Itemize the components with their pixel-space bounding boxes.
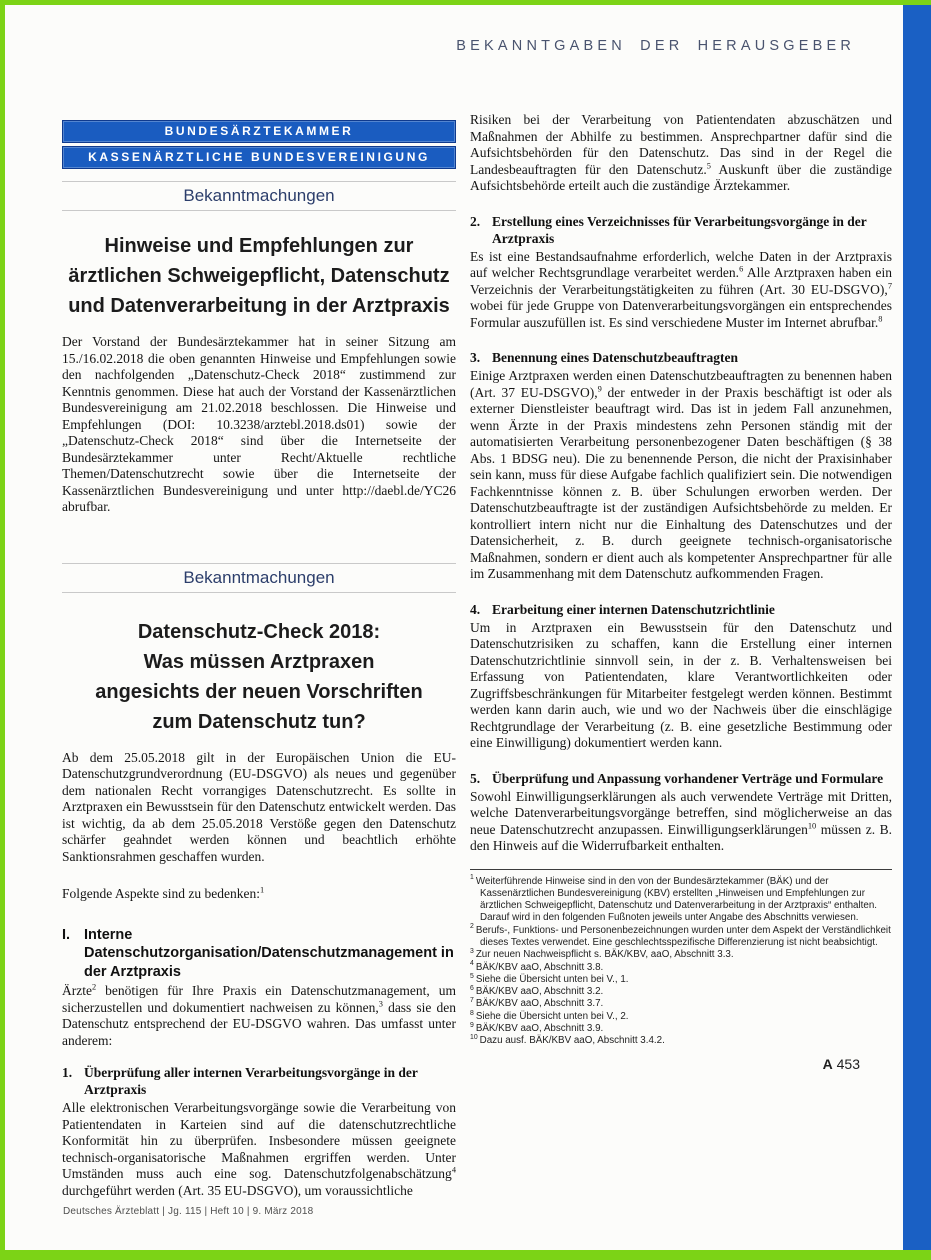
footnote-7-text: BÄK/KBV aaO, Abschnitt 3.7. bbox=[475, 998, 604, 1010]
item-4-title: Erarbeitung einer internen Datenschutzrichtlinie bbox=[492, 601, 775, 617]
item-3-title: Benennung eines Datenschutzbeauftragten bbox=[492, 350, 739, 365]
article1-title-line: ärztlichen Schweigepflicht, Datenschutz bbox=[68, 265, 450, 287]
article1-title-line: und Datenverarbeitung in der Arztpraxis bbox=[68, 295, 450, 317]
footnote-10-number: 10 bbox=[470, 1034, 478, 1042]
article2-title bbox=[62, 617, 456, 737]
aspects-line: Folgende Aspekte sind zu bedenken:$^1$ bbox=[62, 885, 265, 901]
article1-title-line: Hinweise und Empfehlungen zur bbox=[104, 235, 414, 257]
footnote-1 bbox=[470, 876, 892, 925]
item-1-title: Überprüfung aller internen Verarbeitungsvorgänge in der Arztpraxis bbox=[84, 1065, 418, 1097]
footnote-3-text: Zur neuen Nachweispflicht s. BÄK/KBV, aaO, Abschnitt 3.3. bbox=[475, 949, 734, 961]
footnote-7 bbox=[470, 998, 892, 1010]
footnote-1-number: 1 bbox=[470, 874, 474, 882]
item-5-paragraph: Sowohl Einwilligungserklärungen als auch verwendete Verträge mit Dritten, welche Datenverarbeitungsvorgänge betreffen, sind möglicherweise an das neue Datenschutzrecht anzupassen. Einwilligungserklärungen$^{10}$ müssen z. B. den Hinweis auf die Widerrufbarkeit enthalten. bbox=[470, 788, 892, 853]
article2-title-line: zum Datenschutz tun? bbox=[152, 710, 366, 733]
footnote-9-text: BÄK/KBV aaO, Abschnitt 3.9. bbox=[475, 1023, 604, 1035]
footnote-10 bbox=[470, 1035, 892, 1047]
item-5-number: 5. bbox=[470, 770, 481, 786]
item-1-heading bbox=[62, 1064, 456, 1098]
part-i-heading bbox=[62, 926, 456, 982]
footnote-2 bbox=[470, 925, 892, 950]
footnote-8 bbox=[470, 1011, 892, 1023]
footnote-4-text: BÄK/KBV aaO, Abschnitt 3.8. bbox=[475, 961, 604, 973]
article2-title-line: Was müssen Arztpraxen bbox=[143, 650, 375, 673]
footnote-8-text: Siehe die Übersicht unten bei V., 2. bbox=[475, 1010, 629, 1022]
banner-bundesaerztekammer: BUNDESÄRZTEKAMMER bbox=[62, 120, 456, 143]
footnote-6 bbox=[470, 986, 892, 998]
article2-title-line: Datenschutz-Check 2018: bbox=[137, 620, 381, 643]
footnote-4-number: 4 bbox=[470, 960, 474, 968]
left-column bbox=[62, 120, 456, 1199]
part-i-title: Interne Datenschutzorganisation/Datenschutzmanagement in der Arztpraxis bbox=[84, 926, 454, 980]
item-2-paragraph: Es ist eine Bestandsaufnahme erforderlich, welche Daten in der Arztpraxis auf welcher Rechtsgrundlage verarbeitet werden.$^6$ Alle Arztpraxen haben ein Verzeichnis der Verarbeitungstätigkeiten zu führen (Art. 30 EU-DSGVO),$^7$ wobei für jede Gruppe von Datenverarbeitungsvorgängen ein entsprechendes Formular auszufüllen ist. Es sind verschiedene Muster im Internet abrufbar.$^8$ bbox=[470, 248, 893, 330]
part-i-paragraph: Ärzte$^2$ benötigen für Ihre Praxis ein Datenschutzmanagement, um sicherzustellen und dokumentiert nachweisen zu können,$^3$ dass sie den Datenschutz entsprechend der EU-DSGVO wahren. Das umfasst unter anderem: bbox=[62, 982, 456, 1048]
footnote-9 bbox=[470, 1023, 892, 1035]
page-number-prefix: A bbox=[822, 1055, 833, 1072]
section-label-bekanntmachungen-2: Bekanntmachungen bbox=[62, 563, 456, 593]
page-border-bottom bbox=[0, 1250, 931, 1260]
article1-intro-paragraph: Der Vorstand der Bundesärztekammer hat in seiner Sitzung am 15./16.02.2018 die oben genannten Hinweise und Empfehlungen sowie den nachfolgenden „Datenschutz-Check 2018“ zustimmend zur Kenntnis genommen. Diese hat auch der Vorstand der Kassenärztlichen Bundesvereinigung am 21.02.2018 beschlossen. Die Hinweise und Empfehlungen (DOI: 10.3238/arztebl.2018.ds01) sowie der „Datenschutz-Check 2018“ sind über die Internetseite der Bundesärztekammer unter Recht/Aktuelle rechtliche Themen/Datenschutzrecht sowie über die Internetseite der Kassenärztlichen Bundesvereinigung und unter http://daebl.de/YC26 abrufbar. bbox=[62, 334, 456, 514]
footnote-6-text: BÄK/KBV aaO, Abschnitt 3.2. bbox=[475, 986, 604, 998]
item-3-number: 3. bbox=[470, 350, 481, 365]
page-border-left bbox=[0, 0, 5, 1260]
edge-color-bar bbox=[903, 5, 931, 1250]
journal-footer: Deutsches Ärzteblatt | Jg. 115 | Heft 10 | 9. März 2018 bbox=[63, 1206, 314, 1217]
footnote-7-number: 7 bbox=[470, 997, 474, 1005]
footnote-2-text: Berufs-, Funktions- und Personenbezeichnungen wurden unter dem Aspekt der Verständlichkeit dieses Textes verwendet. Eine geschlechtsspezifische Differenzierung ist nicht beabsichtigt. bbox=[475, 924, 891, 948]
page-border-top bbox=[0, 0, 931, 5]
item-5-title: Überprüfung und Anpassung vorhandener Verträge und Formulare bbox=[492, 770, 884, 786]
section-label-bekanntmachungen-1: Bekanntmachungen bbox=[62, 181, 456, 211]
page-number bbox=[470, 1056, 892, 1072]
footnote-9-number: 9 bbox=[470, 1021, 474, 1029]
footnote-3-number: 3 bbox=[470, 948, 474, 956]
footnote-8-number: 8 bbox=[470, 1009, 474, 1017]
banner-kbv: KASSENÄRZTLICHE BUNDESVEREINIGUNG bbox=[62, 146, 456, 169]
footnotes-block bbox=[470, 869, 892, 1048]
footnote-6-number: 6 bbox=[470, 984, 474, 992]
item-4-paragraph: Um in Arztpraxen ein Bewusstsein für den Datenschutz und Datenschutzrisiken zu schaffen, kann die Erstellung einer internen Datenschutzrichtlinie sinnvoll sein, in der z. B. Verhaltensweisen bei Erfassung von Patientendaten, klare Verantwortlichkeiten oder Zugriffsbeschränkungen für Mitarbeiter festgelegt werden können. Bestimmt werden kann darin auch, wie und wo der Nachweis über die einschlägige Rechtgrundlage der Verarbeitung (z. B. eine gesetzliche Bestimmung oder eine Einwilligung) dokumentiert werden kann. bbox=[470, 619, 892, 750]
article1-title bbox=[62, 231, 456, 321]
footnote-10-text: Dazu ausf. BÄK/KBV aaO, Abschnitt 3.4.2. bbox=[479, 1035, 665, 1047]
article2-intro-paragraph: Ab dem 25.05.2018 gilt in der Europäischen Union die EU-Datenschutzgrundverordnung (EU-DSGVO) als neues und gegenüber dem nationalen Recht vorrangiges Datenschutzrecht. Es sollte in Arztpraxen ein Bewusstsein für den Datenschutz entwickelt werden. Das ist wichtig, da ab dem 25.05.2018 Verstöße gegen den Datenschutz schärfer geahndet werden können und beachtlich erhöhte Sanktionsrahmen geschaffen wurden. bbox=[62, 749, 456, 864]
item-2-number: 2. bbox=[470, 213, 481, 229]
item-1-paragraph: Alle elektronischen Verarbeitungsvorgänge sowie die Verarbeitung von Patientendaten in Karteien sind auf die datenschutzrechtliche Konformität hin zu überprüfen. Insbesondere müssen geeignete technisch-organisatorische Maßnahmen ergriffen werden. Unter Umständen muss auch eine sog. Datenschutzfolgenabschätzung$^4$ durchgeführt werden (Art. 35 EU-DSGVO), um voraussichtliche bbox=[62, 1100, 456, 1198]
footnote-5-number: 5 bbox=[470, 972, 474, 980]
item-2-title: Erstellung eines Verzeichnisses für Verarbeitungsvorgänge in der Arztpraxis bbox=[492, 213, 867, 246]
footnote-1-text: Weiterführende Hinweise sind in den von der Bundesärztekammer (BÄK) und der Kassenärztlichen Bundesvereinigung (KBV) erstellten „Hinweisen und Empfehlungen zur ärztlichen Schweigepflicht, Datenschutz und Datenverarbeitung in der Arztpraxis“ enthalten. Darauf wird in den folgenden Fußnoten jeweils unter Angabe des Abschnitts verwiesen. bbox=[475, 875, 877, 924]
item-1-number: 1. bbox=[62, 1065, 73, 1080]
right-column bbox=[470, 112, 892, 1072]
page-number-value: 453 bbox=[836, 1055, 860, 1072]
item-3-paragraph: Einige Arztpraxen werden einen Datenschutzbeauftragten zu benennen haben (Art. 37 EU-DSGVO),$^9$ der entweder in der Praxis beschäftigt ist oder als externer Dienstleister beauftragt wird. Das ist in jedem Fall anzunehmen, wenn Ärzte in der Praxis mindestens zehn Personen ständig mit der automatisierten Verarbeitung personenbezogener Daten beschäftigen (§ 38 Abs. 1 BDSG neu). Die zu benennende Person, die nicht der Praxisinhaber sein kann, muss für diese Aufgabe fachlich qualifiziert sein. Die notwendigen Fachkenntnisse können z. B. über Schulungen erworben werden. Der Datenschutzbeauftragte ist der zuständigen Aufsichtsbehörde zu melden. Er kontrolliert intern nicht nur die Einhaltung des Datenschutzes und der Datensicherheit, z. B. durch geeignete technisch-organisatorische Maßnahmen, sondern er dient auch als kompetenter Ansprechpartner für alle im Zusammenhang mit dem Datenschutz aufkommenden Fragen. bbox=[470, 368, 893, 581]
footnote-5 bbox=[470, 974, 892, 986]
article2-title-line: angesichts der neuen Vorschriften bbox=[95, 680, 423, 703]
item-2-heading bbox=[470, 213, 892, 247]
footnote-3 bbox=[470, 949, 892, 961]
footnote-2-number: 2 bbox=[470, 923, 474, 931]
item-4-heading bbox=[470, 601, 892, 618]
item-1-paragraph-continued: Risiken bei der Verarbeitung von Patientendaten abzuschätzen und Maßnahmen der Abhilfe zu bestimmen. Ansprechpartner dafür sind die Aufsichtsbehörden für den Datenschutz. Das sind in der Regel die Landesbeauftragten für den Datenschutz.$^5$ Auskunft über die zuständige Aufsichtsbehörde erteilt auch die zuständige Ärztekammer. bbox=[470, 112, 893, 193]
item-3-heading bbox=[470, 349, 892, 366]
running-head: BEKANNTGABEN DER HERAUSGEBER bbox=[456, 38, 855, 54]
footnote-5-text: Siehe die Übersicht unten bei V., 1. bbox=[475, 973, 629, 985]
part-i-number: I. bbox=[62, 926, 71, 943]
item-4-number: 4. bbox=[470, 601, 481, 617]
item-5-heading bbox=[470, 770, 892, 787]
footnote-4 bbox=[470, 962, 892, 974]
